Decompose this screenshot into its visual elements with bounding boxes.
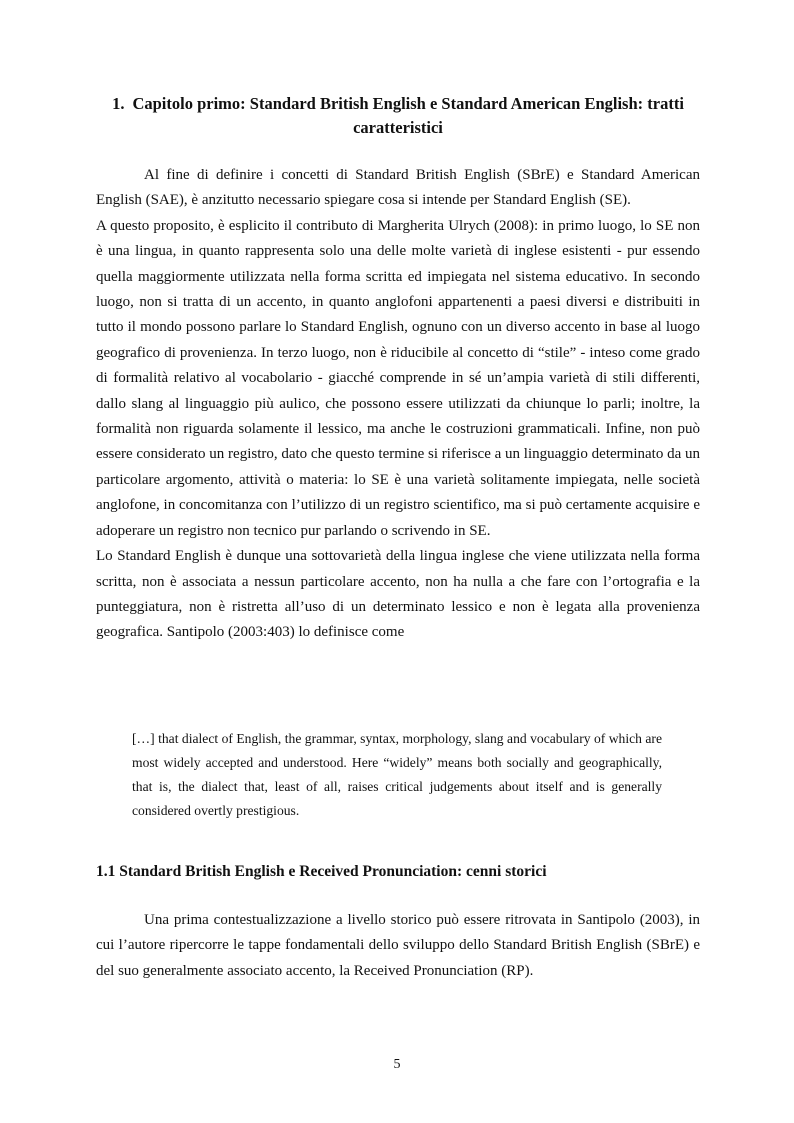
intro-text: [96, 163, 700, 646]
paragraph-standard-english: Lo Standard English è dunque una sottovarietà della lingua inglese che viene utilizzata nella forma scritta, non è associata a nessun particolare accento, non ha nulla a che fare con l’ortografia e la punteggiatura, non è ristretta all’uso di un determinato lessico e non è legata alla provenienza geografica. Santipolo (2003:403) lo definisce come: [96, 548, 700, 641]
paragraph-definition: Al fine di definire i concetti di Standard British English (SBrE) e Standard American English (SAE), è anzitutto necessario spiegare cosa si intende per Standard English (SE).: [96, 167, 700, 209]
block-quote: […] that dialect of English, the grammar, syntax, morphology, slang and vocabulary of which are most widely accepted and understood. Here “widely” means both socially and geographically, that is, the dialect that, least of all, raises critical judgements about itself and is generally considered overtly prestigious.: [132, 731, 662, 818]
section-body: [96, 908, 700, 984]
paragraph-historical-context: Una prima contestualizzazione a livello storico può essere ritrovata in Santipolo (2003), in cui l’autore ripercorre le tappe fondamentali dello sviluppo dello Standard British English (SBrE) e del suo generalmente associato accento, la Received Pronunciation (RP).: [96, 912, 700, 979]
chapter-number: 1.: [112, 94, 125, 113]
paragraph-ulrych: A questo proposito, è esplicito il contributo di Margherita Ulrych (2008): in primo luogo, lo SE non è una lingua, in quanto rappresenta solo una delle molte varietà di inglese esistenti - pur essendo quella maggiormente utilizzata nella forma scritta ed impiegata nel sistema educativo. In secondo luogo, non si tratta di un accento, in quanto anglofoni appartenenti a paesi diversi e distribuiti in tutto il mondo possono parlare lo Standard English, ognuno con un diverso accento in base al luogo geografico di provenienza. In terzo luogo, non è riducibile al concetto di “stile” - inteso come grado di formalità relativo al vocabolario - giacché comprende in sé un’ampia varietà di stili differenti, dallo slang al linguaggio più aulico, che possono essere utilizzati da chiunque lo parli; inoltre, la formalità non riguarda solamente il lessico, ma anche le costruzioni grammaticali. Infine, non può essere considerato un registro, dato che questo termine si riferisce a un linguaggio determinato da un particolare argomento, attività o materia: lo SE è una varietà solitamente impiegata, nelle società anglofone, in concomitanza con l’utilizzo di un registro scientifico, ma si può certamente acquisire e adoperare un registro non tecnico pur parlando o scrivendo in SE.: [96, 217, 700, 539]
section-title: 1.1 Standard British English e Received Pronunciation: cenni storici: [96, 863, 547, 880]
chapter-title-text: Capitolo primo: Standard British English e Standard American English: tratti caratteristici: [132, 94, 684, 137]
page-number: 5: [393, 1057, 401, 1072]
chapter-title: [96, 92, 700, 140]
